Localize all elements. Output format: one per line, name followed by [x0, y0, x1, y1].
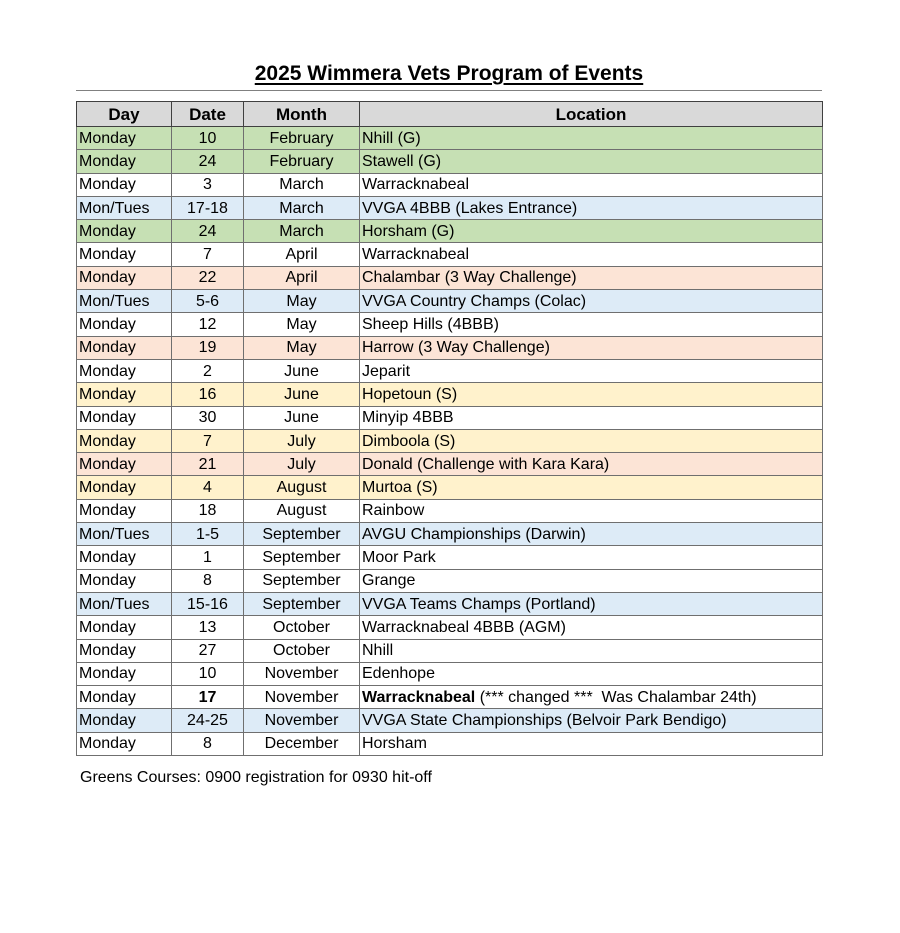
table-row — [77, 569, 823, 592]
cell-day: Mon/Tues — [77, 196, 172, 219]
cell-day: Monday — [77, 406, 172, 429]
cell-date: 7 — [172, 243, 244, 266]
table-row — [77, 173, 823, 196]
cell-location: Rainbow — [360, 499, 823, 522]
table-row — [77, 499, 823, 522]
cell-month: February — [244, 150, 360, 173]
cell-date: 19 — [172, 336, 244, 359]
cell-location: Minyip 4BBB — [360, 406, 823, 429]
cell-date: 13 — [172, 616, 244, 639]
cell-month: September — [244, 592, 360, 615]
cell-date: 5-6 — [172, 290, 244, 313]
table-row — [77, 266, 823, 289]
table-row — [77, 639, 823, 662]
cell-day: Mon/Tues — [77, 523, 172, 546]
cell-date: 27 — [172, 639, 244, 662]
cell-location: Nhill — [360, 639, 823, 662]
cell-month: December — [244, 732, 360, 755]
cell-location: Jeparit — [360, 359, 823, 382]
cell-month: February — [244, 127, 360, 150]
cell-month: August — [244, 476, 360, 499]
cell-month: May — [244, 336, 360, 359]
cell-date: 24-25 — [172, 709, 244, 732]
cell-location: Warracknabeal 4BBB (AGM) — [360, 616, 823, 639]
table-row — [77, 686, 823, 709]
table-row — [77, 313, 823, 336]
cell-month: September — [244, 569, 360, 592]
cell-month: May — [244, 290, 360, 313]
cell-month: April — [244, 266, 360, 289]
events-table — [76, 101, 823, 756]
cell-month: June — [244, 383, 360, 406]
cell-month: March — [244, 173, 360, 196]
table-row — [77, 127, 823, 150]
cell-day: Monday — [77, 569, 172, 592]
location-emphasis: Warracknabeal — [362, 688, 476, 706]
cell-location: VVGA 4BBB (Lakes Entrance) — [360, 196, 823, 219]
cell-day: Monday — [77, 546, 172, 569]
cell-day: Monday — [77, 173, 172, 196]
cell-location: Sheep Hills (4BBB) — [360, 313, 823, 336]
cell-month: November — [244, 686, 360, 709]
table-row — [77, 546, 823, 569]
cell-location: VVGA State Championships (Belvoir Park Bendigo) — [360, 709, 823, 732]
cell-day: Monday — [77, 313, 172, 336]
cell-day: Monday — [77, 686, 172, 709]
table-row — [77, 616, 823, 639]
footer-note: Greens Courses: 0900 registration for 0930 hit-off — [80, 769, 432, 786]
cell-location: AVGU Championships (Darwin) — [360, 523, 823, 546]
table-row — [77, 453, 823, 476]
cell-day: Monday — [77, 662, 172, 685]
table-row — [77, 709, 823, 732]
cell-day: Monday — [77, 429, 172, 452]
cell-date: 7 — [172, 429, 244, 452]
table-header-row — [77, 102, 823, 127]
table-row — [77, 220, 823, 243]
location-note: (*** changed *** Was Chalambar 24th) — [475, 688, 757, 706]
title-rule — [76, 90, 822, 91]
cell-date: 2 — [172, 359, 244, 382]
cell-location: VVGA Country Champs (Colac) — [360, 290, 823, 313]
cell-date: 10 — [172, 127, 244, 150]
cell-location: Horsham (G) — [360, 220, 823, 243]
cell-day: Monday — [77, 476, 172, 499]
column-header-location: Location — [360, 102, 823, 127]
cell-location: Chalambar (3 Way Challenge) — [360, 266, 823, 289]
cell-month: June — [244, 359, 360, 382]
cell-date: 18 — [172, 499, 244, 522]
cell-month: June — [244, 406, 360, 429]
cell-location: Warracknabeal — [360, 243, 823, 266]
cell-location: Moor Park — [360, 546, 823, 569]
cell-day: Monday — [77, 639, 172, 662]
cell-location: Harrow (3 Way Challenge) — [360, 336, 823, 359]
table-row — [77, 406, 823, 429]
column-header-day: Day — [77, 102, 172, 127]
cell-day: Monday — [77, 359, 172, 382]
table-row — [77, 592, 823, 615]
cell-month: July — [244, 429, 360, 452]
cell-location: Warracknabeal — [360, 173, 823, 196]
cell-location: Stawell (G) — [360, 150, 823, 173]
table-row — [77, 243, 823, 266]
table-row — [77, 476, 823, 499]
table-row — [77, 336, 823, 359]
cell-month: March — [244, 220, 360, 243]
cell-location: Edenhope — [360, 662, 823, 685]
cell-date: 21 — [172, 453, 244, 476]
cell-date: 24 — [172, 220, 244, 243]
cell-date: 10 — [172, 662, 244, 685]
events-table-body — [77, 127, 823, 756]
cell-date: 3 — [172, 173, 244, 196]
cell-date: 30 — [172, 406, 244, 429]
cell-date: 1 — [172, 546, 244, 569]
table-row — [77, 290, 823, 313]
cell-day: Monday — [77, 127, 172, 150]
cell-date: 8 — [172, 732, 244, 755]
cell-day: Monday — [77, 709, 172, 732]
cell-month: May — [244, 313, 360, 336]
cell-day: Monday — [77, 383, 172, 406]
table-row — [77, 732, 823, 755]
cell-location: VVGA Teams Champs (Portland) — [360, 592, 823, 615]
cell-date: 17 — [172, 686, 244, 709]
cell-day: Monday — [77, 499, 172, 522]
column-header-date: Date — [172, 102, 244, 127]
cell-day: Monday — [77, 453, 172, 476]
cell-day: Monday — [77, 243, 172, 266]
cell-day: Mon/Tues — [77, 290, 172, 313]
cell-day: Monday — [77, 220, 172, 243]
cell-day: Monday — [77, 616, 172, 639]
table-row — [77, 383, 823, 406]
cell-month: April — [244, 243, 360, 266]
cell-date: 24 — [172, 150, 244, 173]
cell-month: October — [244, 639, 360, 662]
table-row — [77, 359, 823, 382]
cell-location: Dimboola (S) — [360, 429, 823, 452]
cell-day: Monday — [77, 732, 172, 755]
cell-date: 8 — [172, 569, 244, 592]
table-row — [77, 196, 823, 219]
cell-date: 15-16 — [172, 592, 244, 615]
page-title: 2025 Wimmera Vets Program of Events — [254, 62, 644, 85]
cell-location: Nhill (G) — [360, 127, 823, 150]
cell-month: November — [244, 709, 360, 732]
cell-month: August — [244, 499, 360, 522]
cell-day: Mon/Tues — [77, 592, 172, 615]
cell-location: Murtoa (S) — [360, 476, 823, 499]
column-header-month: Month — [244, 102, 360, 127]
cell-location — [360, 686, 823, 709]
cell-month: October — [244, 616, 360, 639]
cell-month: September — [244, 546, 360, 569]
table-row — [77, 662, 823, 685]
cell-month: September — [244, 523, 360, 546]
table-row — [77, 150, 823, 173]
cell-month: July — [244, 453, 360, 476]
cell-location: Grange — [360, 569, 823, 592]
cell-date: 1-5 — [172, 523, 244, 546]
cell-day: Monday — [77, 266, 172, 289]
cell-date: 4 — [172, 476, 244, 499]
cell-month: November — [244, 662, 360, 685]
cell-location: Hopetoun (S) — [360, 383, 823, 406]
cell-date: 16 — [172, 383, 244, 406]
cell-day: Monday — [77, 336, 172, 359]
cell-day: Monday — [77, 150, 172, 173]
cell-location: Donald (Challenge with Kara Kara) — [360, 453, 823, 476]
cell-date: 12 — [172, 313, 244, 336]
cell-date: 22 — [172, 266, 244, 289]
cell-month: March — [244, 196, 360, 219]
table-row — [77, 429, 823, 452]
cell-location: Horsham — [360, 732, 823, 755]
table-row — [77, 523, 823, 546]
cell-date: 17-18 — [172, 196, 244, 219]
